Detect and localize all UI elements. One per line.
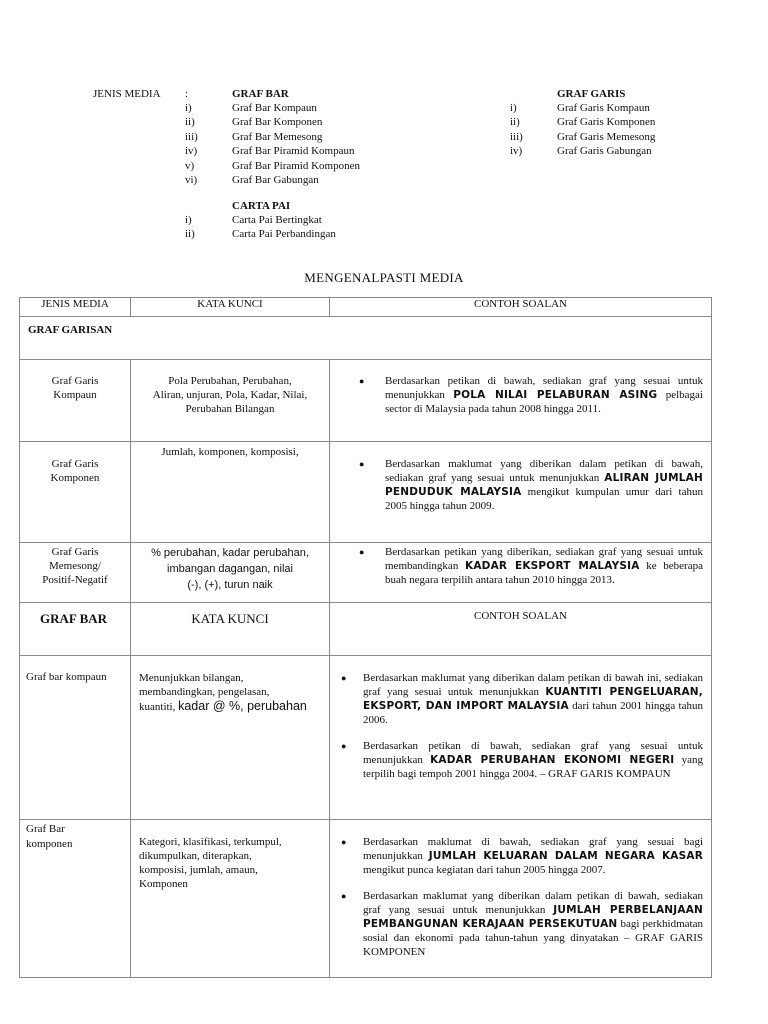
bullet-icon: ● <box>341 673 347 683</box>
section-title-graf-bar: GRAF BAR <box>20 603 131 656</box>
carta-pai-numerals: i) ii) <box>185 214 195 241</box>
list-item: Graf Bar Kompaun <box>232 102 317 114</box>
question-item: ● Berdasarkan petikan di bawah, sediakan graf yang sesuai untuk menunjukkan POLA NILAI PELABURAN ASING pelbagai sector di Malaysia pada tahun 2008 hingga 2011. <box>359 375 703 415</box>
list-item: Graf Garis Komponen <box>557 116 656 129</box>
type-cell: Graf Bar komponen <box>20 820 131 978</box>
keyword-cell: Kategori, klasifikasi, terkumpul, dikumpulkan, diterapkan, komposisi, jumlah, amaun, Komponen <box>131 820 330 978</box>
list-item: Graf Bar Memesong <box>232 130 323 143</box>
question-cell <box>330 656 712 820</box>
question-cell <box>330 360 712 442</box>
table-row <box>20 442 712 543</box>
question-item: ● Berdasarkan maklumat yang diberikan dalam petikan di bawah ini, sediakan graf yang sesuai untuk menunjukkan KUANTITI PENGELUARAN, EKSPORT, DAN IMPORT MALAYSIA dari tahun 2001 hingga tahun 2006. <box>341 672 703 726</box>
carta-pai-list <box>232 213 336 242</box>
type-cell: Graf Garis Komponen <box>20 442 131 543</box>
list-item: Graf Garis Gabungan <box>557 145 652 158</box>
table-row <box>20 820 712 978</box>
type-cell: Graf Garis Memesong/ Positif-Negatif <box>20 543 131 603</box>
page-title: MENGENALPASTI MEDIA <box>304 270 464 285</box>
table-header-row <box>20 298 712 317</box>
bullet-icon: ● <box>359 459 365 469</box>
keyword-cell: Menunjukkan bilangan, membandingkan, pengelasan, kuantiti, kadar @ %, perubahan <box>131 656 330 820</box>
list-item: Graf Garis Kompaun <box>557 102 650 114</box>
question-cell <box>330 820 712 978</box>
keyword-cell: % perubahan, kadar perubahan, imbangan dagangan, nilai (-), (+), turun naik <box>131 543 330 603</box>
section-title-graf-garisan: GRAF GARISAN <box>20 317 712 360</box>
table-row <box>20 543 712 603</box>
question-cell <box>330 543 712 603</box>
colon: : <box>185 88 189 100</box>
header-kata-kunci: KATA KUNCI <box>131 298 330 317</box>
list-item: Graf Bar Piramid Kompaun <box>232 145 355 158</box>
question-item: ● Berdasarkan petikan yang diberikan, sediakan graf yang sesuai untuk membandingkan KADAR EKSPORT MALAYSIA ke beberapa buah negara terpilih antara tahun 2010 hingga 2013. <box>359 546 703 586</box>
bullet-icon: ● <box>359 547 365 557</box>
list-item: Graf Bar Gabungan <box>232 173 319 186</box>
carta-pai-heading: CARTA PAI <box>232 200 291 212</box>
header-contoh-soalan: CONTOH SOALAN <box>330 298 712 317</box>
type-cell: Graf Garis Kompaun <box>20 360 131 442</box>
keyword-cell: Pola Perubahan, Perubahan, Aliran, unjuran, Pola, Kadar, Nilai, Perubahan Bilangan <box>131 360 330 442</box>
list-item: Graf Bar Piramid Komponen <box>232 159 360 172</box>
header-kata-kunci-bar: KATA KUNCI <box>131 603 330 656</box>
graf-garis-heading: GRAF GARIS <box>557 88 626 100</box>
list-item: Carta Pai Perbandingan <box>232 228 336 241</box>
bullet-icon: ● <box>341 741 347 751</box>
question-cell <box>330 442 712 543</box>
list-item: Carta Pai Bertingkat <box>232 214 322 226</box>
keyword-cell: Jumlah, komponen, komposisi, <box>131 442 330 543</box>
table-row <box>20 656 712 820</box>
graf-bar-list <box>232 101 360 187</box>
header-contoh-soalan-bar: CONTOH SOALAN <box>330 603 712 656</box>
graf-garis-list <box>557 101 655 159</box>
question-item: ● Berdasarkan maklumat yang diberikan dalam petikan di bawah, sediakan graf yang sesuai untuk menunjukkan JUMLAH PERBELANJAAN PEMBANGUNAN KERAJAAN PERSEKUTUAN bagi perkhidmatan sosial dan ekonomi pada tahun-tahun yang dinyatakan – GRAF GARIS KOMPONEN <box>341 890 704 958</box>
graf-garis-numerals: i) ii) iii) iv) <box>510 102 523 158</box>
graf-bar-numerals: i) ii) iii) iv) v) vi) <box>185 102 198 186</box>
section-row-graf-garisan <box>20 317 712 360</box>
list-item: Graf Bar Komponen <box>232 116 323 129</box>
header-jenis-media: JENIS MEDIA <box>20 298 131 317</box>
bullet-icon: ● <box>359 376 365 386</box>
graf-bar-heading: GRAF BAR <box>232 88 289 100</box>
type-cell: Graf bar kompaun <box>20 656 131 820</box>
jenis-media-label: JENIS MEDIA <box>93 88 161 100</box>
table-row <box>20 360 712 442</box>
section-row-graf-bar <box>20 603 712 656</box>
bullet-icon: ● <box>341 891 347 901</box>
bullet-icon: ● <box>341 837 347 847</box>
list-item: Graf Garis Memesong <box>557 130 656 143</box>
question-item: ● Berdasarkan petikan di bawah, sediakan graf yang sesuai untuk menunjukkan KADAR PERUBAHAN EKONOMI NEGERI yang terpilih bagi tempoh 2001 hingga 2004. – GRAF GARIS KOMPAUN <box>341 740 703 780</box>
media-table <box>19 297 712 978</box>
question-item: ● Berdasarkan maklumat di bawah, sediakan graf yang sesuai bagi menunjukkan JUMLAH KELUARAN DALAM NEGARA KASAR mengikut punca kegiatan dari tahun 2005 hingga 2007. <box>341 836 703 876</box>
question-item: ● Berdasarkan maklumat yang diberikan dalam petikan di bawah, sediakan graf yang sesuai untuk menunjukkan ALIRAN JUMLAH PENDUDUK MALAYSIA mengikut kumpulan umur dari tahun 2005 hingga tahun 2009. <box>359 458 703 512</box>
